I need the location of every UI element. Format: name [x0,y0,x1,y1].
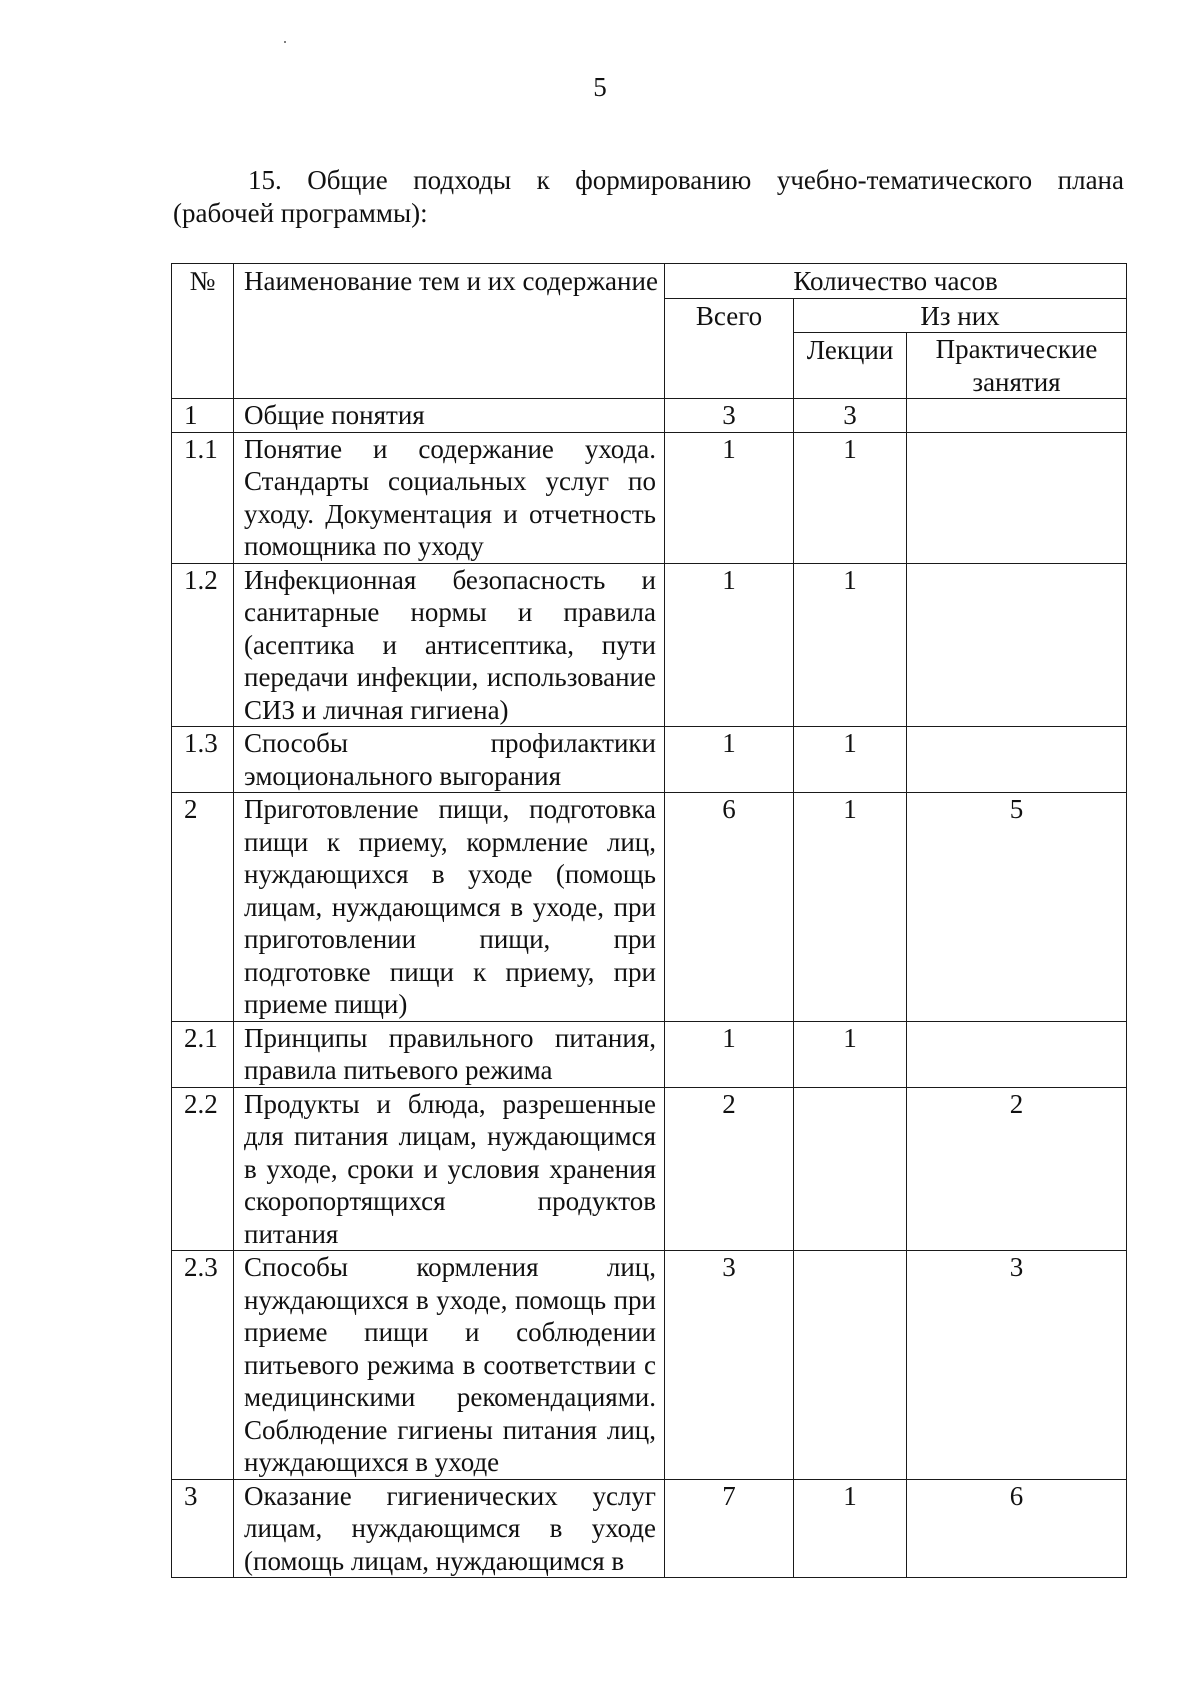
row-total-hours: 3 [665,399,794,433]
row-topic: Продукты и блюда, разрешенные для питания лицам, нуждающимся в уходе, сроки и условия хранения скоропортящихся продуктов питания [234,1087,665,1251]
header-of-which: Из них [794,298,1127,333]
row-topic: Понятие и содержание ухода. Стандарты социальных услуг по уходу. Документация и отчетность помощника по уходу [234,432,665,563]
row-number: 1.2 [172,563,234,727]
table-row [172,1479,1127,1578]
row-number: 2 [172,793,234,1022]
row-number: 2.1 [172,1021,234,1087]
table-row [172,727,1127,793]
row-number: 1.1 [172,432,234,563]
row-practical-hours [907,563,1127,727]
row-number: 1.3 [172,727,234,793]
section-heading-line-1: 15. Общие подходы к формированию учебно-тематического плана [248,165,1124,195]
row-lecture-hours: 1 [794,793,907,1022]
row-topic: Оказание гигиенических услуг лицам, нуждающимся в уходе (помощь лицам, нуждающимся в [234,1479,665,1578]
row-lecture-hours: 1 [794,563,907,727]
row-topic: Общие понятия [234,399,665,433]
row-practical-hours: 3 [907,1251,1127,1480]
row-total-hours: 2 [665,1087,794,1251]
header-topic: Наименование тем и их содержание [234,264,665,399]
section-heading [173,164,1124,230]
scan-speck [284,41,286,43]
row-lecture-hours: 3 [794,399,907,433]
row-total-hours: 3 [665,1251,794,1480]
row-lecture-hours: 1 [794,432,907,563]
table-row [172,563,1127,727]
section-heading-line-2: (рабочей программы): [173,198,428,228]
row-total-hours: 1 [665,563,794,727]
row-practical-hours [907,399,1127,433]
row-number: 3 [172,1479,234,1578]
row-lecture-hours: 1 [794,727,907,793]
row-total-hours: 1 [665,1021,794,1087]
row-practical-hours [907,727,1127,793]
row-lecture-hours [794,1087,907,1251]
table-row [172,399,1127,433]
curriculum-table [171,263,1127,1578]
table-row [172,432,1127,563]
row-number: 2.3 [172,1251,234,1480]
table-row [172,1251,1127,1480]
row-total-hours: 7 [665,1479,794,1578]
row-lecture-hours: 1 [794,1021,907,1087]
header-number: № [172,264,234,399]
table-row [172,793,1127,1022]
header-hours: Количество часов [665,264,1127,299]
row-topic: Инфекционная безопасность и санитарные нормы и правила (асептика и антисептика, пути передачи инфекции, использование СИЗ и личная гигиена) [234,563,665,727]
page-number: 5 [593,72,607,102]
row-topic: Приготовление пищи, подготовка пищи к приему, кормление лиц, нуждающихся в уходе (помощь лицам, нуждающимся в уходе, при приготовлении пищи, при подготовке пищи к приему, при приеме пищи) [234,793,665,1022]
row-topic: Принципы правильного питания, правила питьевого режима [234,1021,665,1087]
row-practical-hours [907,1021,1127,1087]
table-row [172,1021,1127,1087]
row-practical-hours: 2 [907,1087,1127,1251]
row-number: 2.2 [172,1087,234,1251]
row-lecture-hours [794,1251,907,1480]
header-total: Всего [665,298,794,399]
table-header [172,264,1127,399]
row-practical-hours: 6 [907,1479,1127,1578]
row-practical-hours [907,432,1127,563]
row-topic: Способы профилактики эмоционального выгорания [234,727,665,793]
header-lectures: Лекции [794,333,907,399]
row-practical-hours: 5 [907,793,1127,1022]
row-total-hours: 1 [665,727,794,793]
row-topic: Способы кормления лиц, нуждающихся в уходе, помощь при приеме пищи и соблюдении питьевого режима в соответствии с медицинскими рекомендациями. Соблюдение гигиены питания лиц, нуждающихся в уходе [234,1251,665,1480]
header-practical: Практические занятия [907,333,1127,399]
row-total-hours: 1 [665,432,794,563]
row-lecture-hours: 1 [794,1479,907,1578]
row-number: 1 [172,399,234,433]
row-total-hours: 6 [665,793,794,1022]
table-row [172,1087,1127,1251]
table-body [172,399,1127,1578]
